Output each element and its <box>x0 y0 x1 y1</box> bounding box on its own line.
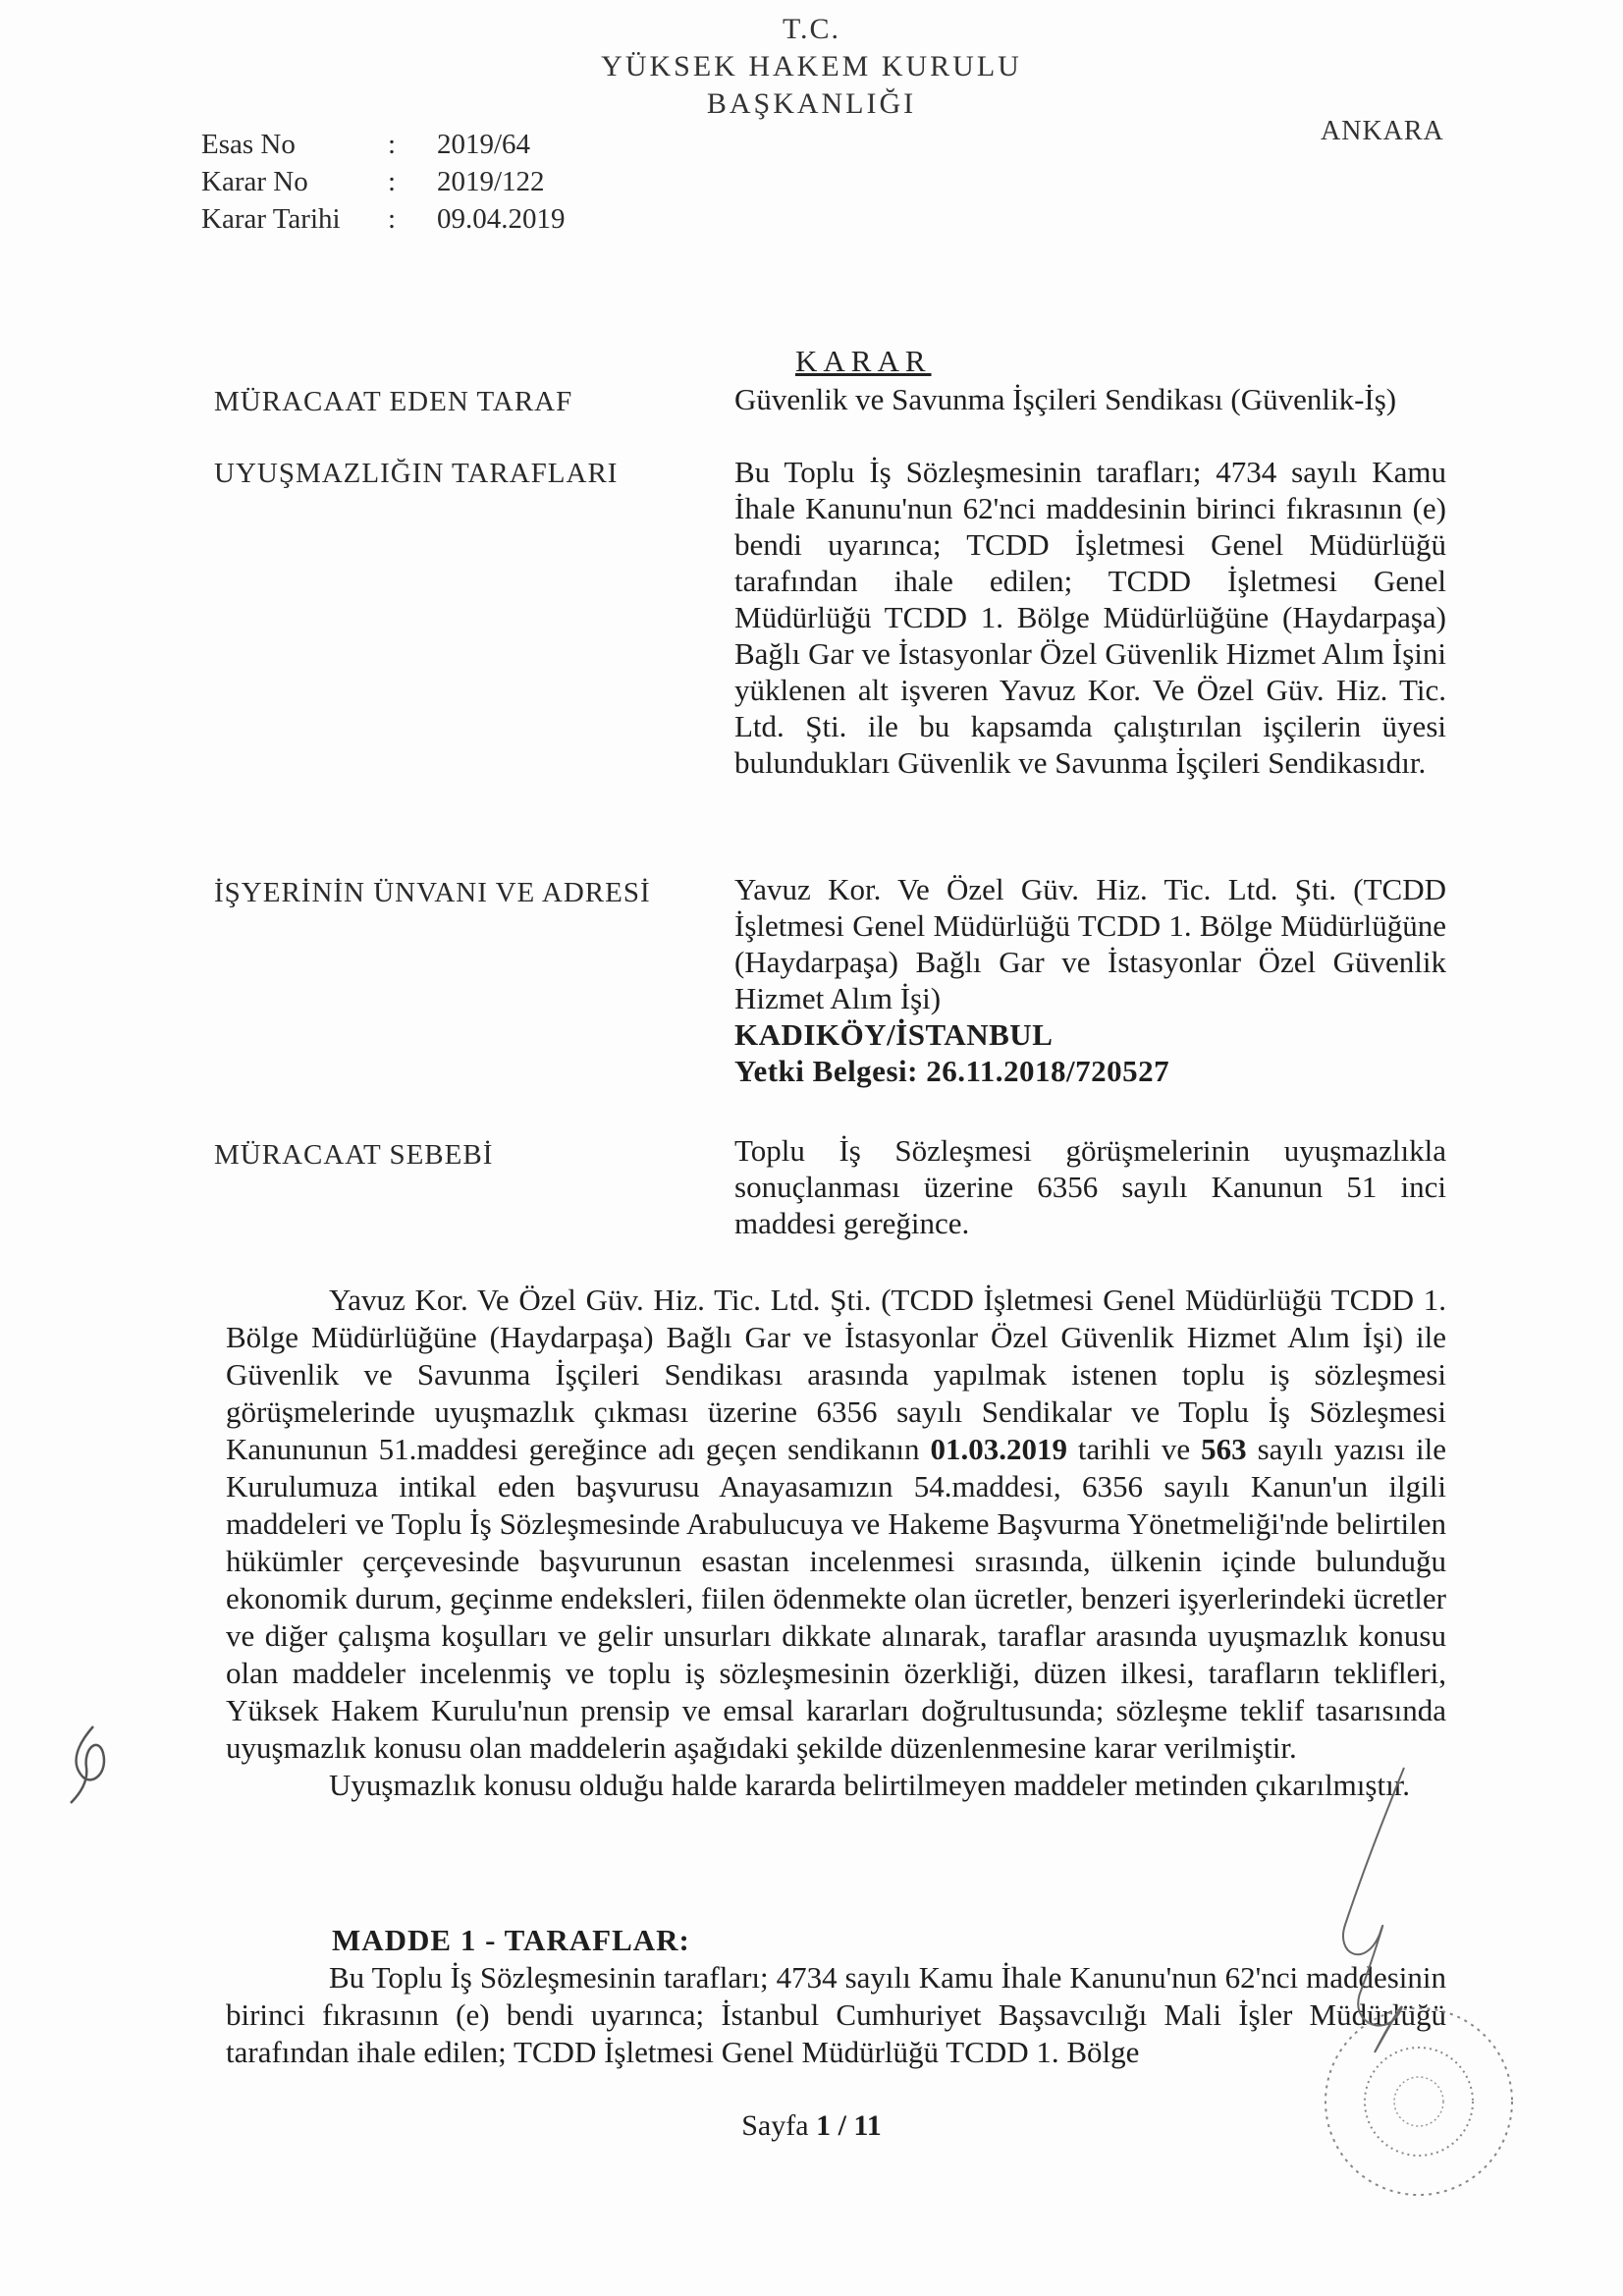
meta-value: 2019/122 <box>437 166 545 197</box>
parties-value: Bu Toplu İş Sözleşmesinin tarafları; 4734 sayılı Kamu İhale Kanunu'nun 62'nci maddesinin birinci fıkrasının (e) bendi uyarınca; TCDD İşletmesi Genel Müdürlüğü tarafından ihale edilen; TCDD İşletmesi Genel Müdürlüğü TCDD 1. Bölge Müdürlüğüne (Haydarpaşa) Bağlı Gar ve İstasyonlar Özel Güvenlik Hizmet Alım İşini yüklenen alt işveren Yavuz Kor. Ve Özel Güv. Hiz. Tic. Ltd. Şti. ile bu kapsamda çalıştırılan işçilerin üyesi bulundukları Güvenlik ve Savunma İşçileri Sendikasıdır. <box>734 455 1446 780</box>
workplace-label: İŞYERİNİN ÜNVANI VE ADRESİ <box>214 877 651 908</box>
reason-label: MÜRACAAT SEBEBİ <box>214 1139 494 1171</box>
case-meta <box>201 126 566 238</box>
application-number: 563 <box>1201 1432 1247 1466</box>
workplace-value: Yavuz Kor. Ve Özel Güv. Hiz. Tic. Ltd. Şti. (TCDD İşletmesi Genel Müdürlüğü TCDD 1. Bölge Müdürlüğüne (Haydarpaşa) Bağlı Gar ve İstasyonlar Özel Güvenlik Hizmet Alım İşi) <box>734 872 1446 1015</box>
parties-label: UYUŞMAZLIĞIN TARAFLARI <box>214 458 619 489</box>
body-paragraph-1 <box>226 1282 1446 1767</box>
page-prefix: Sayfa <box>741 2109 817 2142</box>
decision-body <box>226 1282 1446 1804</box>
meta-sep: : <box>388 166 397 197</box>
application-date: 01.03.2019 <box>930 1432 1067 1466</box>
body-text: tarihli ve <box>1066 1432 1202 1466</box>
body-text: Yavuz Kor. Ve Özel Güv. Hiz. Tic. Ltd. Şti. (TCDD İşletmesi Genel Müdürlüğü TCDD 1. Bölge Müdürlüğüne (Haydarpaşa) Bağlı Gar ve İstasyonlar Özel Güvenlik Hizmet Alım İşi) ile Güvenlik ve Savunma İşçileri Sendikası arasında yapılmak istenen toplu iş sözleşmesi görüşmelerinde uyuşmazlık çıkması üzerine 6356 sayılı Sendikalar ve Toplu İş Sözleşmesi Kanununun 51.maddesi gereğince adı geçen sendikanın <box>226 1283 1446 1466</box>
workplace-city: KADIKÖY/İSTANBUL <box>734 1017 1054 1052</box>
meta-label: Esas No <box>201 129 296 160</box>
header-institution: YÜKSEK HAKEM KURULU <box>601 50 1022 82</box>
meta-label: Karar Tarihi <box>201 203 341 235</box>
meta-karar-tarihi <box>201 200 566 238</box>
reason-value: Toplu İş Sözleşmesi görüşmelerinin uyuşmazlıkla sonuçlanması üzerine 6356 sayılı Kanunun 51 inci maddesi gereğince. <box>734 1133 1446 1240</box>
header-presidency: BAŞKANLIĞI <box>706 87 917 120</box>
meta-value: 2019/64 <box>437 129 531 160</box>
article-1-text: Bu Toplu İş Sözleşmesinin tarafları; 4734 sayılı Kamu İhale Kanunu'nun 62'nci maddesinin birinci fıkrasının (e) bendi uyarınca; İstanbul Cumhuriyet Başsavcılığı Mali İşler Müdürlüğü tarafından ihale edilen; TCDD İşletmesi Genel Müdürlüğü TCDD 1. Bölge <box>226 1960 1446 2069</box>
meta-label: Karar No <box>201 166 308 197</box>
decision-title: KARAR <box>795 344 932 378</box>
applicant-label: MÜRACAAT EDEN TARAF <box>214 386 573 417</box>
handwritten-initial <box>59 1719 128 1807</box>
meta-value: 09.04.2019 <box>437 203 566 235</box>
body-text: sayılı yazısı ile Kurulumuza intikal eden başvurusu Anayasamızın 54.maddesi, 6356 sayılı Kanun'un ilgili maddeleri ve Toplu İş Sözleşmesinde Arabulucuya ve Hakeme Başvurma Yönetmeliği'nde belirtilen hükümler çerçevesinde başvurunun esastan incelenmesi sırasında, ülkenin içinde bulunduğu ekonomik durum, geçinme endeksleri, fiilen ödenmekte olan ücretler, benzeri işyerlerindeki ücretler ve diğer çalışma koşulları ve gelir unsurları dikkate alınarak, taraflar arasında uyuşmazlık konusu olan maddeler incelenmiş ve toplu iş sözleşmesinin özerkliği, düzen ilkesi, tarafların teklifleri, Yüksek Hakem Kurulu'nun prensip ve emsal kararları doğrultusunda; sözleşme teklif tasarısında uyuşmazlık konusu olan maddelerin aşağıdaki şekilde düzenlenmesine karar verilmiştir. <box>226 1432 1446 1765</box>
header-tc: T.C. <box>782 13 841 45</box>
meta-sep: : <box>388 203 397 235</box>
meta-esas-no <box>201 126 566 163</box>
applicant-value: Güvenlik ve Savunma İşçileri Sendikası (Güvenlik-İş) <box>734 382 1397 416</box>
page-value: 1 / 11 <box>816 2109 882 2142</box>
article-1-title: MADDE 1 - TARAFLAR: <box>332 1923 690 1957</box>
header-city: ANKARA <box>1321 116 1444 146</box>
meta-sep: : <box>388 129 397 160</box>
official-seal <box>1296 1984 1542 2219</box>
workplace-block <box>734 871 1446 1089</box>
authorization-certificate: Yetki Belgesi: 26.11.2018/720527 <box>734 1054 1170 1088</box>
body-paragraph-2: Uyuşmazlık konusu olduğu halde kararda belirtilmeyen maddeler metinden çıkarılmıştır. <box>329 1768 1411 1802</box>
meta-karar-no <box>201 163 566 200</box>
